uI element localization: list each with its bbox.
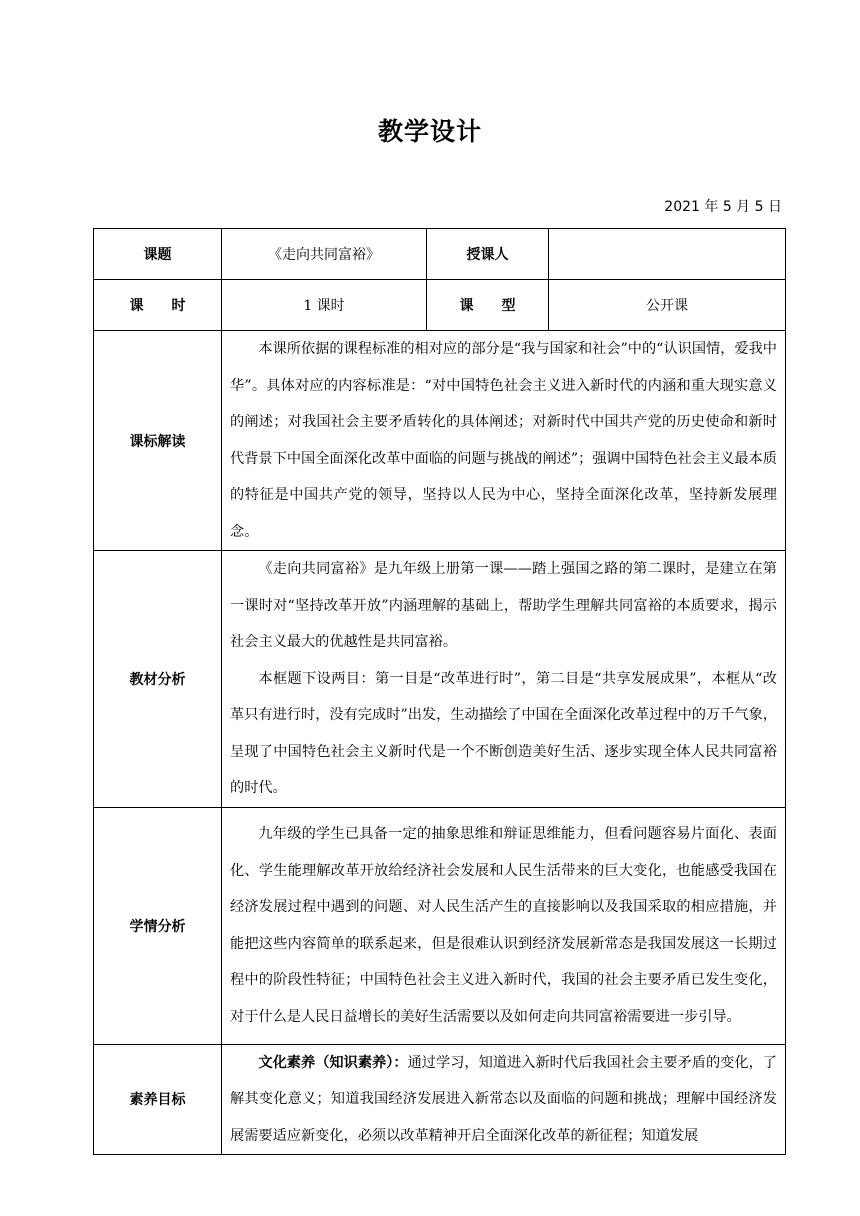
goals-lead: 文化素养（知识素养）： xyxy=(258,1054,408,1071)
table-row-topic xyxy=(94,229,786,280)
lesson-type-value: 公开课 xyxy=(549,280,786,331)
textbook-label: 教材分析 xyxy=(94,551,222,808)
table-row-goals xyxy=(94,1044,786,1155)
goals-paragraph xyxy=(230,1045,777,1155)
curriculum-label: 课标解读 xyxy=(94,331,222,551)
table-row-period xyxy=(94,280,786,331)
page-title: 教学设计 xyxy=(377,117,482,146)
textbook-paragraph-1: 《走向共同富裕》是九年级上册第一课——踏上强国之路的第二课时，是建立在第一课时对“坚持改革开放”内涵理解的基础上，帮助学生理解共同富裕的本质要求，揭示社会主义最大的优越性是共同富裕。 xyxy=(230,561,777,650)
curriculum-paragraph: 本课所依据的课程标准的相对应的部分是“我与国家和社会”中的“认识国情，爱我中华”。具体对应的内容标准是：“对中国特色社会主义进入新时代的内涵和重大现实意义的阐述；对我国社会主要矛盾转化的具体阐述；对新时代中国共产党的历史使命和新时代背景下中国全面深化改革中面临的问题与挑战的阐述”；强调中国特色社会主义最本质的特征是中国共产党的领导，坚持以人民为中心，坚持全面深化改革，坚持新发展理念。 xyxy=(230,341,777,540)
period-label: 课 时 xyxy=(94,280,222,331)
students-paragraph: 九年级的学生已具备一定的抽象思维和辩证思维能力，但看问题容易片面化、表面化、学生能理解改革开放给经济社会发展和人民生活带来的巨大变化，也能感受我国在经济发展过程中遇到的问题、对人民生活产生的直接影响以及我国采取的相应措施，并能把这些内容简单的联系起来，但是很难认识到经济发展新常态是我国发展这一长期过程中的阶段性特征；中国特色社会主义进入新时代，我国的社会主要矛盾已发生变化，对于什么是人民日益增长的美好生活需要以及如何走向共同富裕需要进一步引导。 xyxy=(230,826,777,1025)
teacher-label: 授课人 xyxy=(427,229,549,280)
table-row-textbook xyxy=(94,551,786,808)
textbook-paragraph-2: 本框题下设两目：第一目是“改革进行时”，第二目是“共享发展成果”，本框从“改革只有进行时，没有完成时”出发，生动描绘了中国在全面深化改革过程中的万千气象，呈现了中国特色社会主义新时代是一个不断创造美好生活、逐步实现全体人民共同富裕的时代。 xyxy=(230,670,777,796)
goals-content xyxy=(222,1044,786,1155)
students-label: 学情分析 xyxy=(94,807,222,1044)
lesson-plan-table xyxy=(93,228,786,1155)
period-value: 1 课时 xyxy=(222,280,427,331)
document-date: 2021 年 5 月 5 日 xyxy=(664,199,782,215)
table-row-curriculum xyxy=(94,331,786,551)
topic-value: 《走向共同富裕》 xyxy=(222,229,427,280)
curriculum-content xyxy=(222,331,786,551)
teacher-value xyxy=(549,229,786,280)
goals-label: 素养目标 xyxy=(94,1044,222,1155)
table-row-students xyxy=(94,807,786,1044)
topic-label: 课题 xyxy=(94,229,222,280)
students-content xyxy=(222,807,786,1044)
textbook-content xyxy=(222,551,786,808)
goals-text: 通过学习，知道进入新时代后我国社会主要矛盾的变化，了解其变化意义；知道我国经济发展进入新常态以及面临的问题和挑战；理解中国经济发展需要适应新变化，必须以改革精神开启全面深化改革的新征程；知道发展 xyxy=(230,1054,777,1144)
lesson-type-label: 课 型 xyxy=(427,280,549,331)
